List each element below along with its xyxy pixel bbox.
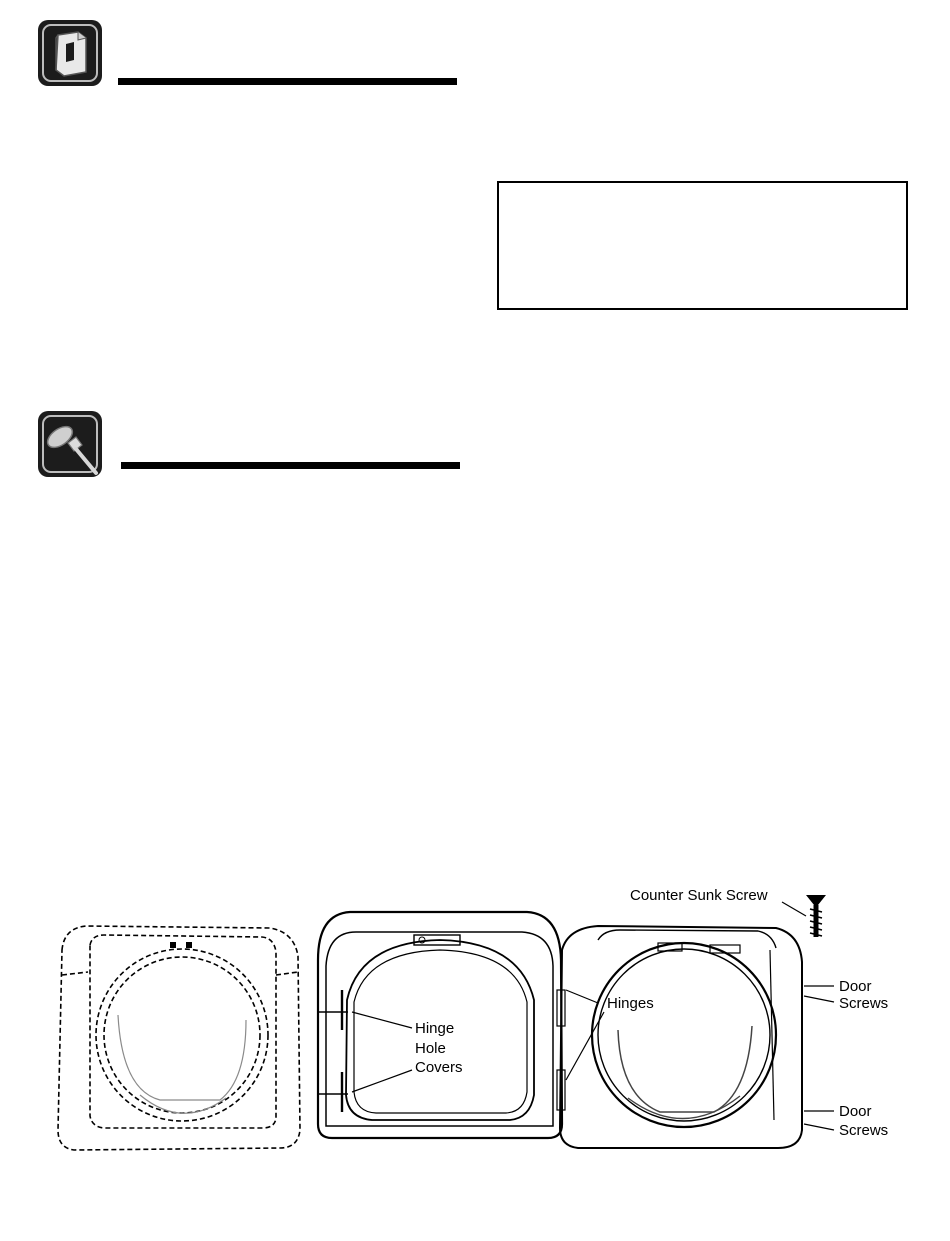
dryer-front-right — [560, 926, 802, 1148]
label-door-screws-bottom-2: Screws — [839, 1122, 889, 1139]
dryer-front-dashed — [58, 926, 300, 1150]
dryer-left-drum-detail — [118, 942, 246, 1113]
label-door-screws-top-1: Door — [839, 978, 872, 995]
counter-sunk-screw-icon — [806, 895, 826, 937]
label-hinge-hole-covers-1: Hinge — [415, 1020, 455, 1037]
label-hinge-hole-covers-3: Covers — [415, 1059, 463, 1076]
label-door-screws-top-2: Screws — [839, 995, 889, 1012]
label-hinge-hole-covers-2: Hole — [415, 1040, 446, 1057]
label-door-screws-bottom-1: Door — [839, 1103, 872, 1120]
label-hinges: Hinges — [607, 995, 654, 1012]
label-counter-sunk-screw: Counter Sunk Screw — [630, 887, 768, 904]
